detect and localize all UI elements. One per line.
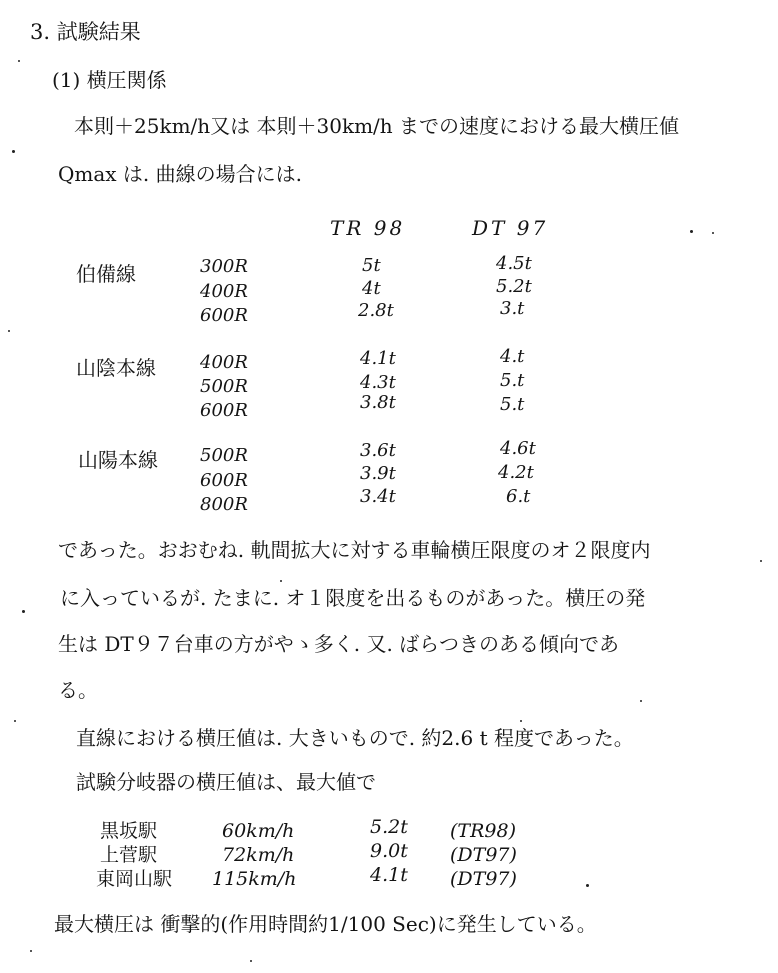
intro-line-1: 本則＋25km/h又は 本則＋30km/h までの速度における最大横圧値	[74, 114, 680, 138]
curve-cell: 400R	[200, 281, 248, 302]
station-name: 東岡山駅	[96, 868, 173, 890]
dt97-value: 5.t	[500, 370, 525, 391]
scan-speck	[640, 700, 642, 702]
scan-speck	[14, 720, 16, 722]
station-value: 5.2t	[370, 816, 408, 838]
turnout-line: 試験分岐器の横圧値は、最大値で	[76, 770, 376, 794]
section-heading: 3. 試験結果	[30, 20, 141, 44]
dt97-value: 4.5t	[496, 253, 532, 274]
dt97-value: 5.2t	[496, 276, 532, 297]
subsection-heading: (1) 横圧関係	[52, 68, 167, 92]
tr98-value: 3.9t	[360, 463, 396, 484]
line-name: 山陰本線	[76, 356, 156, 380]
intro-line-2: Qmax は. 曲線の場合には.	[58, 162, 302, 186]
station-bogie: (DT97)	[450, 844, 517, 866]
curve-cell: 600R	[200, 470, 248, 491]
dt97-value: 4.6t	[500, 438, 536, 459]
curve-cell: 500R	[200, 376, 248, 397]
station-name: 上菅駅	[100, 844, 158, 866]
curve-cell: 500R	[200, 445, 248, 466]
scan-speck	[22, 610, 25, 613]
scan-speck	[8, 330, 10, 332]
scan-speck	[12, 150, 15, 153]
station-name: 黒坂駅	[100, 820, 158, 842]
station-bogie: (DT97)	[450, 868, 517, 890]
dt97-value: 5.t	[500, 394, 525, 415]
line-name: 伯備線	[76, 262, 136, 286]
final-line: 最大横圧は 衝撃的(作用時間約1/100 Sec)に発生している。	[54, 912, 597, 936]
station-value: 9.0t	[370, 840, 408, 862]
station-speed: 115km/h	[212, 868, 297, 890]
tr98-value: 3.4t	[360, 486, 396, 507]
paragraph-line-1: であった。おおむね. 軌間拡大に対する車輪横圧限度のオ２限度内	[58, 538, 651, 562]
curve-cell: 300R	[200, 256, 248, 277]
station-speed: 60km/h	[222, 820, 295, 842]
paragraph-line-2: に入っているが. たまに. オ１限度を出るものがあった。横圧の発	[60, 586, 646, 610]
tr98-value: 4.1t	[360, 348, 396, 369]
curve-cell: 600R	[200, 305, 248, 326]
scan-speck	[712, 232, 714, 234]
station-value: 4.1t	[370, 864, 408, 886]
scan-speck	[18, 60, 20, 62]
dt97-value: 3.t	[500, 298, 525, 319]
scan-speck	[586, 884, 589, 887]
paragraph-line-3: 生は DT９７台車の方がやゝ多く. 又. ばらつきのある傾向であ	[58, 632, 619, 656]
tr98-value: 4.3t	[360, 372, 396, 393]
scan-speck	[280, 580, 282, 582]
dt97-value: 4.t	[500, 346, 525, 367]
scan-speck	[30, 950, 32, 952]
straight-track-line: 直線における横圧値は. 大きいもので. 約2.6 t 程度であった。	[76, 726, 634, 750]
tr98-value: 3.8t	[360, 392, 396, 413]
dt97-value: 4.2t	[498, 462, 534, 483]
scan-speck	[520, 720, 522, 722]
tr98-value: 2.8t	[358, 300, 394, 321]
tr98-value: 5t	[362, 255, 381, 276]
scan-speck	[690, 230, 693, 233]
column-header-tr98: TR 98	[330, 216, 406, 240]
tr98-value: 3.6t	[360, 440, 396, 461]
line-name: 山陽本線	[78, 448, 158, 472]
paragraph-line-4: る。	[58, 678, 98, 702]
scan-speck	[760, 560, 762, 562]
scan-speck	[250, 960, 252, 962]
tr98-value: 4t	[362, 278, 381, 299]
curve-cell: 800R	[200, 494, 248, 515]
column-header-dt97: DT 97	[472, 216, 549, 240]
dt97-value: 6.t	[506, 486, 531, 507]
station-speed: 72km/h	[222, 844, 295, 866]
curve-cell: 600R	[200, 400, 248, 421]
curve-cell: 400R	[200, 352, 248, 373]
station-bogie: (TR98)	[450, 820, 516, 842]
